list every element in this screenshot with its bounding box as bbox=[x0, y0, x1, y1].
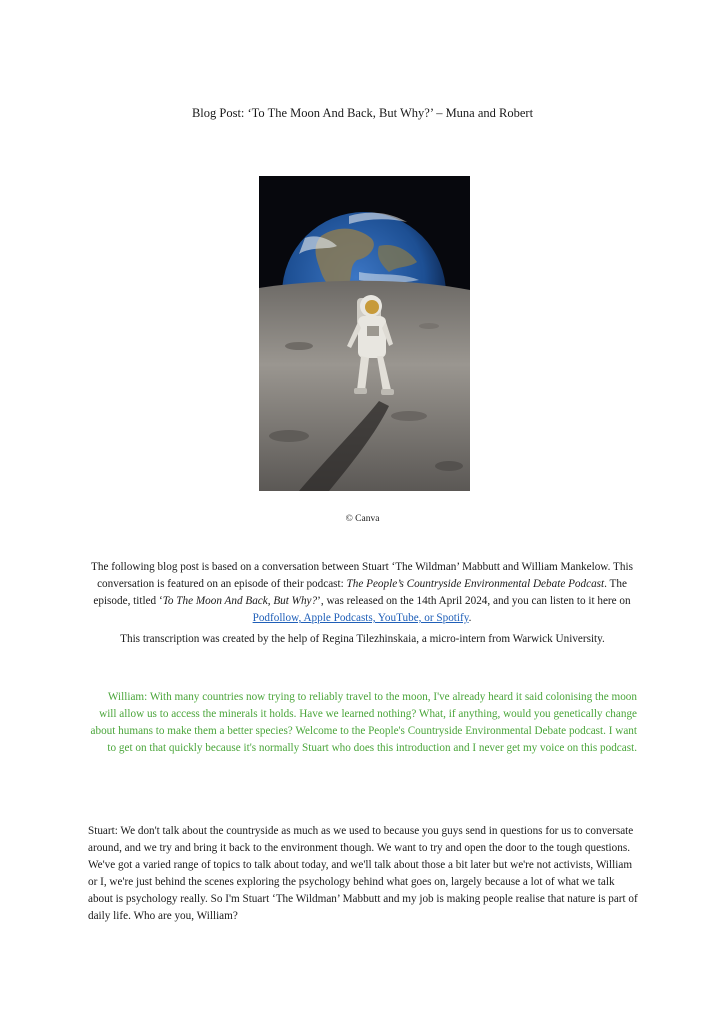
image-caption: © Canva bbox=[345, 514, 380, 524]
moon-astronaut-image bbox=[259, 176, 470, 491]
crater bbox=[269, 430, 309, 442]
moon-landing-illustration bbox=[259, 176, 470, 491]
stuart-intro-paragraph: Stuart: We don't talk about the countryside as much as we used to because you guys send in questions for us to conversate around, and we try and bring it back to the environment though. We want to try and open the door to the tough questions. We've got a varied range of topics to talk about today, and we'll talk about those a bit later but we're not activists, William or I, we're just behind the scenes exploring the psychology behind what goes on, largely because a lot of what we talk about is psychology really. So I'm Stuart ‘The Wildman’ Mabbutt and my job is making people realise that nature is part of daily life. Who are you, William? bbox=[88, 825, 638, 922]
intro-text: ’, was released on the 14th April 2024, and you can listen to it here on bbox=[317, 595, 631, 607]
podcast-name: The People’s Countryside Environmental Debate Podcast bbox=[346, 578, 605, 590]
intro-text: The following blog post is based on a conversation between Stuart ‘The Wildman’ Mabbutt and William Mankelow. This conversation is featured on an episode of their podcast: bbox=[91, 561, 633, 590]
podcast-links[interactable]: Podfollow, Apple Podcasts, YouTube, or Spotify bbox=[252, 612, 469, 624]
intro-text: . bbox=[468, 612, 472, 624]
crater bbox=[419, 323, 439, 329]
intro-paragraph bbox=[88, 559, 636, 627]
transcription-credit: This transcription was created by the help of Regina Tilezhinskaia, a micro-intern from Warwick University. bbox=[120, 633, 605, 645]
episode-title: To The Moon And Back, But Why? bbox=[162, 595, 318, 607]
crater bbox=[285, 342, 313, 350]
page-title: Blog Post: ‘To The Moon And Back, But Why?’ – Muna and Robert bbox=[191, 106, 534, 120]
william-intro-paragraph: William: With many countries now trying to reliably travel to the moon, I've already heard it said colonising the moon will allow us to access the minerals it holds. Have we learned nothing? What, if anything, would you genetically change about humans to make them a better species? Welcome to the People's Countryside Environmental Debate podcast. I want to get on that quickly because it's normally Stuart who does this introduction and I never get my voice on this podcast. bbox=[90, 691, 637, 754]
intro-text: . The episode, titled ‘ bbox=[93, 578, 627, 607]
crater bbox=[391, 411, 427, 421]
crater bbox=[435, 461, 463, 471]
